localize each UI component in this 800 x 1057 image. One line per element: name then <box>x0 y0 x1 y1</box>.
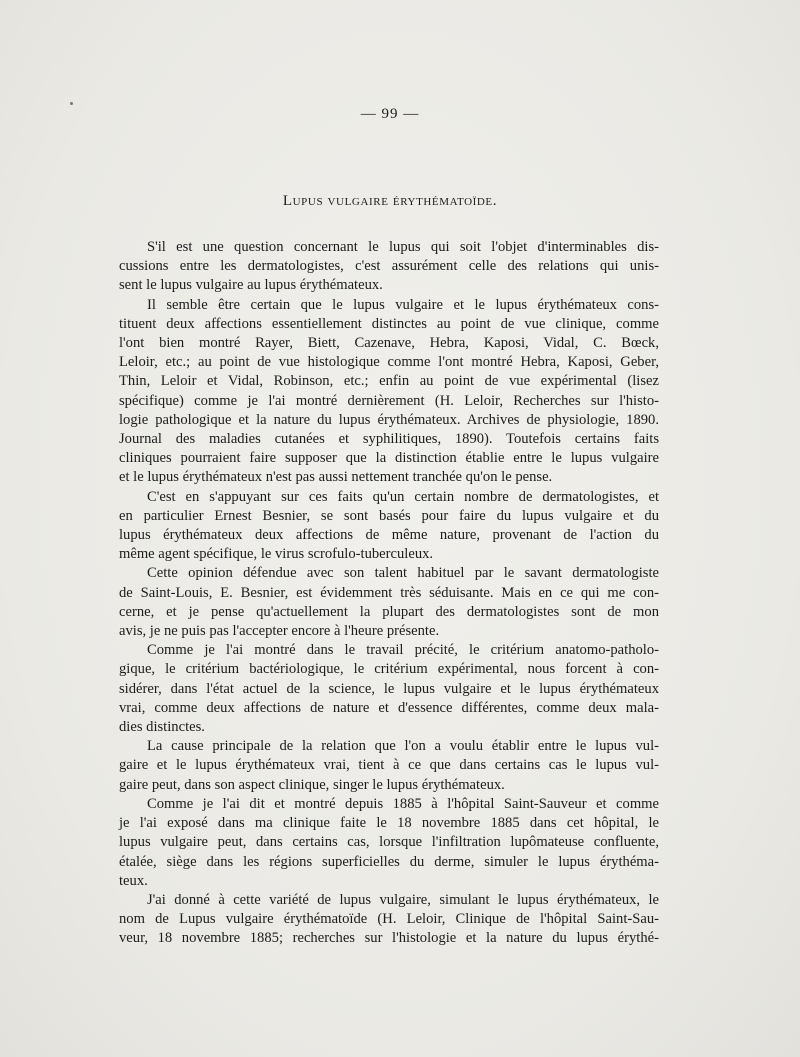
ink-speck <box>70 102 73 105</box>
text-line: Comme je l'ai dit et montré depuis 1885 à l'hôpital Saint-Sauveur et comme <box>147 795 659 812</box>
text-line: Journal des maladies cutanées et syphilitiques, 1890). Toutefois certains faits <box>119 431 659 448</box>
text-line: Thin, Leloir et Vidal, Robinson, etc.; enfin au point de vue expérimental (lisez <box>119 373 659 390</box>
text-line: dies distinctes. <box>119 719 205 736</box>
text-line: teux. <box>119 872 148 889</box>
text-line: Leloir, etc.; au point de vue histologique comme l'ont montré Hebra, Kaposi, Geber, <box>119 354 659 371</box>
body-text <box>119 238 659 949</box>
text-line: spécifique) comme je l'ai montré dernièrement (H. Leloir, Recherches sur l'histo- <box>119 392 659 409</box>
text-line: étalée, siège dans les régions superficielles du derme, simuler le lupus érythéma- <box>119 853 659 870</box>
text-line: gaire peut, dans son aspect clinique, singer le lupus érythémateux. <box>119 776 505 793</box>
text-line: en particulier Ernest Besnier, se sont basés pour faire du lupus vulgaire et du <box>119 507 659 524</box>
text-line: nom de Lupus vulgaire érythématoïde (H. Leloir, Clinique de l'hôpital Saint-Sau- <box>119 911 659 928</box>
text-line: cerne, et je pense qu'actuellement la plupart des dermatologistes sont de mon <box>119 603 659 620</box>
text-line: tituent deux affections essentiellement distinctes au point de vue clinique, comme <box>119 315 659 332</box>
text-line: logie pathologique et la nature du lupus érythémateux. Archives de physiologie, 1890. <box>119 411 659 428</box>
text-line: sidérer, dans l'état actuel de la science, le lupus vulgaire et le lupus érythémateux <box>119 680 659 697</box>
text-line: Cette opinion défendue avec son talent habituel par le savant dermatologiste <box>147 565 659 582</box>
text-line: lupus vulgaire peut, dans certains cas, lorsque l'infiltration lupômateuse confluente, <box>119 834 659 851</box>
text-line: La cause principale de la relation que l'on a voulu établir entre le lupus vul- <box>147 738 659 755</box>
text-line: l'ont bien montré Rayer, Biett, Cazenave, Hebra, Kaposi, Vidal, C. Bœck, <box>119 335 659 352</box>
text-line: Il semble être certain que le lupus vulgaire et le lupus érythémateux cons- <box>147 296 659 313</box>
text-line: même agent spécifique, le virus scrofulo-tuberculeux. <box>119 546 434 563</box>
text-line: gaire et le lupus érythémateux vrai, tient à ce que dans certains cas le lupus vul- <box>119 757 659 774</box>
text-line: veur, 18 novembre 1885; recherches sur l'histologie et la nature du lupus érythé- <box>119 930 659 947</box>
text-line: avis, je ne puis pas l'accepter encore à l'heure présente. <box>119 623 440 640</box>
section-heading-text: Lupus vulgaire érythématoïde. <box>282 193 498 209</box>
text-line: vrai, comme deux affections de nature et d'essence différentes, comme deux mala- <box>119 699 659 716</box>
text-line: cussions entre les dermatologistes, c'est assurément celle des relations qui unis- <box>119 258 659 275</box>
page-number: — 99 — <box>360 106 420 122</box>
text-line: de Saint-Louis, E. Besnier, est évidemment très séduisante. Mais en ce qui me con- <box>119 584 659 601</box>
text-line: et le lupus érythémateux n'est pas aussi nettement tranchée qu'on le pense. <box>119 469 553 486</box>
text-line: S'il est une question concernant le lupus qui soit l'objet d'interminables dis- <box>147 239 659 255</box>
text-line: Comme je l'ai montré dans le travail précité, le critérium anatomo-patholo- <box>147 642 659 659</box>
text-line: J'ai donné à cette variété de lupus vulgaire, simulant le lupus érythémateux, le <box>147 891 659 908</box>
text-line: je l'ai exposé dans ma clinique faite le 18 novembre 1885 dans cet hôpital, le <box>119 815 659 832</box>
text-line: C'est en s'appuyant sur ces faits qu'un certain nombre de dermatologistes, et <box>147 488 659 505</box>
text-line: lupus érythémateux deux affections de même nature, provenant de l'action du <box>119 527 659 544</box>
text-line: cliniques pourraient faire supposer que la distinction établie entre le lupus vulgaire <box>119 450 659 467</box>
text-line: sent le lupus vulgaire au lupus érythémateux. <box>119 277 383 294</box>
text-line: gique, le critérium bactériologique, le critérium expérimental, nous forcent à con- <box>119 661 659 678</box>
section-heading <box>0 193 780 210</box>
